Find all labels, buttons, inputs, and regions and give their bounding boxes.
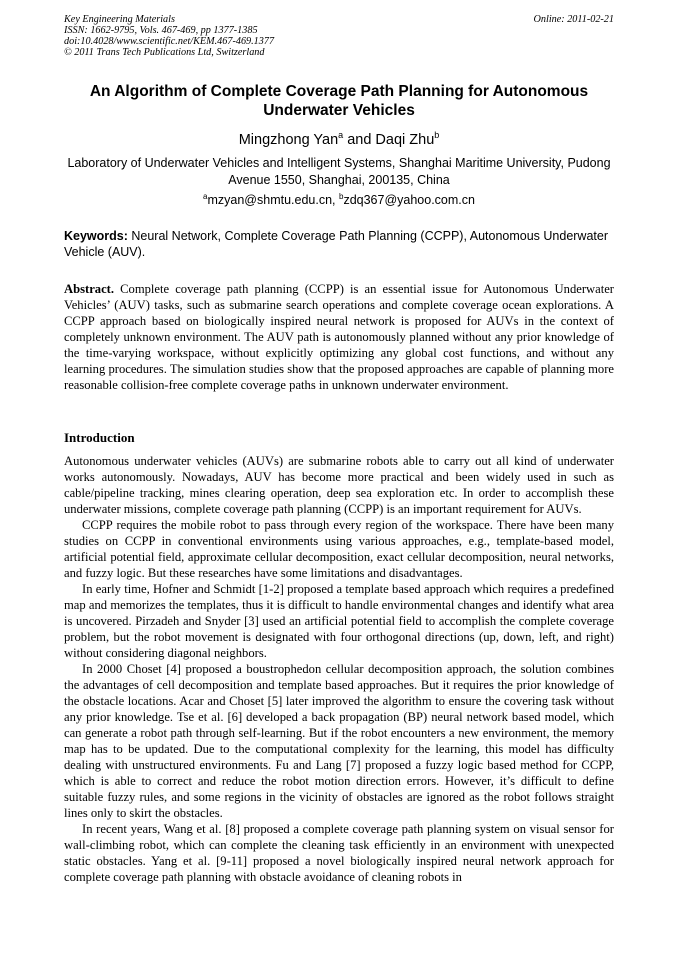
paragraph: CCPP requires the mobile robot to pass through every region of the workspace. There have been many studies on CCPP in conventional environments using various approaches, e.g., template-based model, artificial potential field, approximate cellular decomposition, exact cellular decomposition, neural networks, and fuzzy logic. But these researches have some limitations and disadvantages. — [64, 518, 614, 580]
abstract-text: Complete coverage path planning (CCPP) is an essential issue for Autonomous Underwater Vehicles’ (AUV) tasks, such as submarine search operations and complete coverage ocean explorations. A CCPP approach based on biologically inspired neural network is proposed for AUVs in the context of completely unknown environment. The AUV path is autonomously planned without any prior knowledge of the time-varying workspace, without explicitly optimizing any global cost functions, and without any learning procedures. The simulation studies show that the proposed approaches are capable of planning more reasonable collision-free complete coverage paths in unknown underwater environment. — [64, 282, 614, 392]
paragraph: Autonomous underwater vehicles (AUVs) are submarine robots able to carry out all kind of underwater works autonomously. Nowadays, AUV has become more practical and been widely used in such as cable/pipeline tracking, mines clearing operation, deep sea exploration etc. In order to accomplish these underwater missions, complete coverage path planning (CCPP) is an important requirement for AUVs. — [64, 454, 614, 516]
email-mark: a — [203, 191, 208, 201]
copyright-line: © 2011 Trans Tech Publications Ltd, Switzerland — [64, 47, 265, 58]
journal-name: Key Engineering Materials — [64, 14, 175, 25]
email-link: zdq367@yahoo.com.cn — [343, 193, 475, 207]
author-affil-mark: a — [338, 130, 344, 141]
doi-line: doi:10.4028/www.scientific.net/KEM.467-469.1377 — [64, 36, 275, 47]
paper-title: An Algorithm of Complete Coverage Path Planning for Autonomous Underwater Vehicles — [89, 83, 589, 119]
keywords — [64, 228, 614, 260]
author-separator: and — [343, 132, 376, 148]
keywords-text: Neural Network, Complete Coverage Path Planning (CCPP), Autonomous Underwater Vehicle (AUV). — [64, 229, 608, 259]
section-heading: Introduction — [64, 430, 135, 445]
paragraph: In recent years, Wang et al. [8] proposed a complete coverage path planning system on visual sensor for wall-climbing robot, which can complete the cleaning task efficiently in an environment with unexpected static obstacles. Yang et al. [9-11] proposed a novel biologically inspired neural network approach for complete coverage path planning with obstacle avoidance of cleaning robots in — [64, 822, 614, 884]
author-name: Daqi Zhu — [375, 132, 435, 148]
author-affil-mark: b — [434, 130, 440, 141]
keywords-label: Keywords: — [64, 229, 128, 243]
issn-line: ISSN: 1662-9795, Vols. 467-469, pp 1377-1385 — [64, 25, 258, 36]
online-date: Online: 2011-02-21 — [533, 14, 614, 25]
abstract — [64, 281, 614, 393]
author-emails — [64, 192, 614, 209]
author-list — [64, 131, 614, 149]
paragraph: In early time, Hofner and Schmidt [1-2] proposed a template based approach which requires a predefined map and memorizes the templates, thus it is difficult to handle environmental changes and identify what area is uncovered. Pirzadeh and Snyder [3] used an artificial potential field to accomplish the complete coverage problem, but the robot movement is designated with four orthogonal directions (up, down, left, and right) without considering diagonal neighbors. — [64, 582, 614, 660]
paragraph: In 2000 Choset [4] proposed a boustrophedon cellular decomposition approach, the solution combines the advantages of cell decomposition and template based approaches. But it requires the prior knowledge of the obstacle locations. Acar and Choset [5] later improved the algorithm to ensure the covering task without any prior knowledge. Tse et al. [6] developed a back propagation (BP) neural network based model, which can generate a robot path through self-learning. But if the robot encounters a new environment, the memory map has to be updated. Due to the computational complexity for the learning, this model has difficulty dealing with unstructured environments. Fu and Lang [7] proposed a fuzzy logic based method for CCPP, which is able to correct and reduce the robot motion direction errors. However, it’s difficult to define suitable fuzzy rules, and some regions in the vicinity of obstacles are ignored as the robot follows straight lines only to skirt the obstacles. — [64, 662, 614, 820]
email-link: mzyan@shmtu.edu.cn, — [207, 193, 339, 207]
author-name: Mingzhong Yan — [238, 132, 339, 148]
affiliation: Laboratory of Underwater Vehicles and Intelligent Systems, Shanghai Maritime University, Pudong Avenue 1550, Shanghai, 200135, China — [67, 156, 611, 187]
journal-header — [64, 14, 614, 58]
email-mark: b — [338, 191, 344, 201]
introduction-body — [64, 453, 614, 885]
abstract-label: Abstract. — [64, 282, 115, 296]
